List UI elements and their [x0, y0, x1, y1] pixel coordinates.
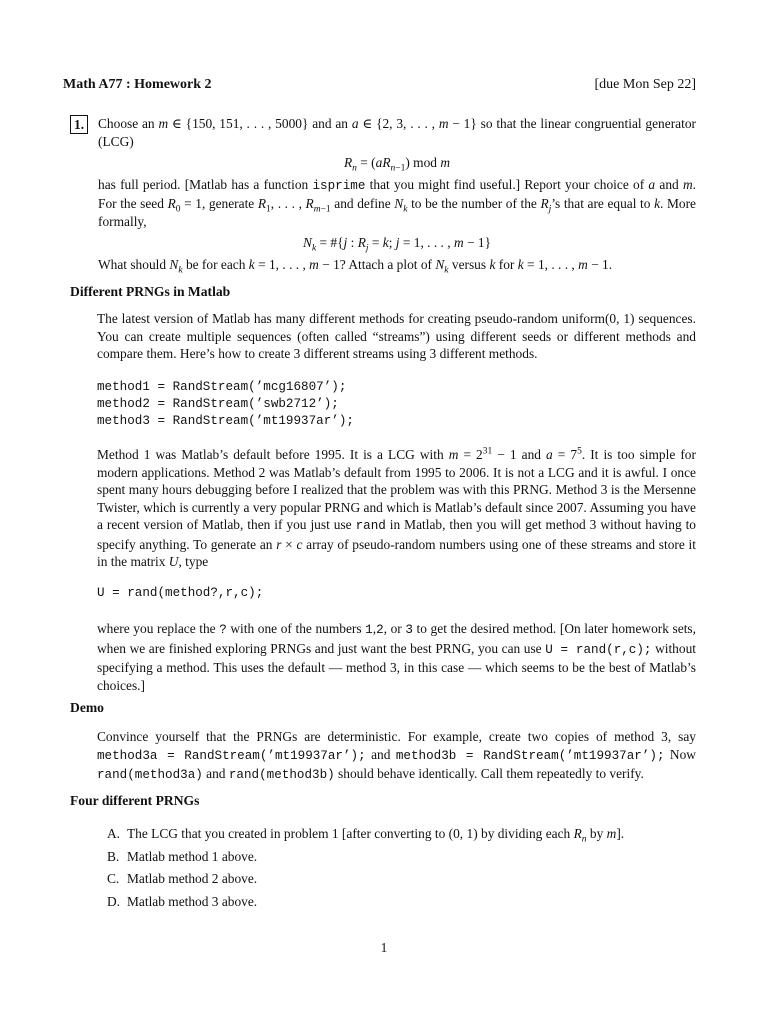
page-header	[63, 76, 696, 94]
list-item: C. Matlab method 2 above.	[107, 871, 258, 886]
rand-code: rand	[355, 519, 386, 533]
list-item: B. Matlab method 1 above.	[107, 848, 258, 864]
problem-intro: Choose an m ∈ {150, 151, . . . , 5000} and an a ∈ {2, 3, . . . , m − 1} so that the linear congruential generator (LCG)	[98, 116, 696, 149]
code-line: method2 = RandStream(’swb2712’);	[97, 397, 339, 411]
problem-question: What should $N_k$ be for each k = 1, . . . , m − 1? Attach a plot of $N_k$ versus k for k = 1, . . . , m − 1.	[98, 256, 613, 276]
code-line: method3 = RandStream(’mt19937ar’);	[97, 414, 354, 428]
list-item: A. The LCG that you created in problem 1 [after converting to (0, 1) by dividing each $R_n$ by m].	[107, 826, 625, 845]
due-date: [due Mon Sep 22]	[594, 77, 696, 92]
isprime-code: isprime	[312, 178, 366, 193]
methods-description: Method 1 was Matlab’s default before 1995. It is a LCG with $m = 2^{31} - 1$ and $a = 7^5$. It is too simple for modern applications. Method 2 was Matlab’s default from 1995 to 2006. It is not a LCG and it is awful. I once spent many hours debugging before I realized that the problem was with this PRNG. Method 3 is the Mersenne Twister, which is currently a very popular PRNG and which is Matlab’s default since 2007. Assuming you have a recent version of Matlab, then if you just use rand in Matlab, then you will get method 3 without having to specify anything. To generate an r × c array of pseudo-random numbers using one of these streams and store it in the matrix U, type	[97, 446, 697, 569]
problem-body	[98, 115, 696, 276]
problem-number: 1.	[70, 115, 88, 134]
section-heading-demo: Demo	[70, 700, 104, 715]
lcg-equation: $R_n = (aR_{n-1})$ mod m	[343, 155, 451, 174]
page-number: 1	[380, 940, 388, 955]
homework-title: Math A77 : Homework 2	[63, 77, 212, 92]
nk-equation: $N_k$ = #{j : $R_j = k$; j = 1, . . . , m − 1}	[303, 235, 491, 254]
section-heading-four-prngs: Four different PRNGs	[70, 793, 200, 808]
code-block-rand	[97, 585, 696, 602]
replace-instructions: where you replace the ? with one of the numbers 1,2, or 3 to get the desired method. [On later homework sets, when we are finished exploring PRNGs and just want the best PRNG, you can use U = rand(r,c); without specifying a method. This uses the default — method 3, in this case — which seems to be the best of Matlab’s choices.]	[97, 621, 696, 693]
problem-details: has full period. [Matlab has a function isprime that you might find useful.] Report your choice of a and m. For the seed $R_0 = 1$, generate $R_1$, . . . , $R_{m-1}$ and define $N_k$ to be the number of the $R_j’s$ that are equal to k. More formally,	[98, 176, 696, 229]
code-line: U = rand(method?,r,c);	[97, 586, 264, 600]
list-item: D. Matlab method 3 above.	[107, 893, 258, 909]
prng-list	[107, 823, 696, 913]
prngs-intro: The latest version of Matlab has many different methods for creating pseudo-random uniform(0, 1) sequences. You can create multiple sequences (often called “streams”) using different seeds or different methods and compare them. Here’s how to create 3 different streams using 3 different methods.	[97, 311, 696, 361]
section-heading-prngs: Different PRNGs in Matlab	[70, 284, 231, 299]
problem-1	[70, 115, 696, 276]
code-line: method1 = RandStream(’mcg16807’);	[97, 380, 347, 394]
code-block-streams	[97, 379, 696, 430]
demo-text: Convince yourself that the PRNGs are deterministic. For example, create two copies of method 3, say method3a = RandStream(’mt19937ar’); and method3b = RandStream(’mt19937ar’); Now rand(method3a) and rand(method3b) should behave identically. Call them repeatedly to verify.	[97, 729, 696, 782]
